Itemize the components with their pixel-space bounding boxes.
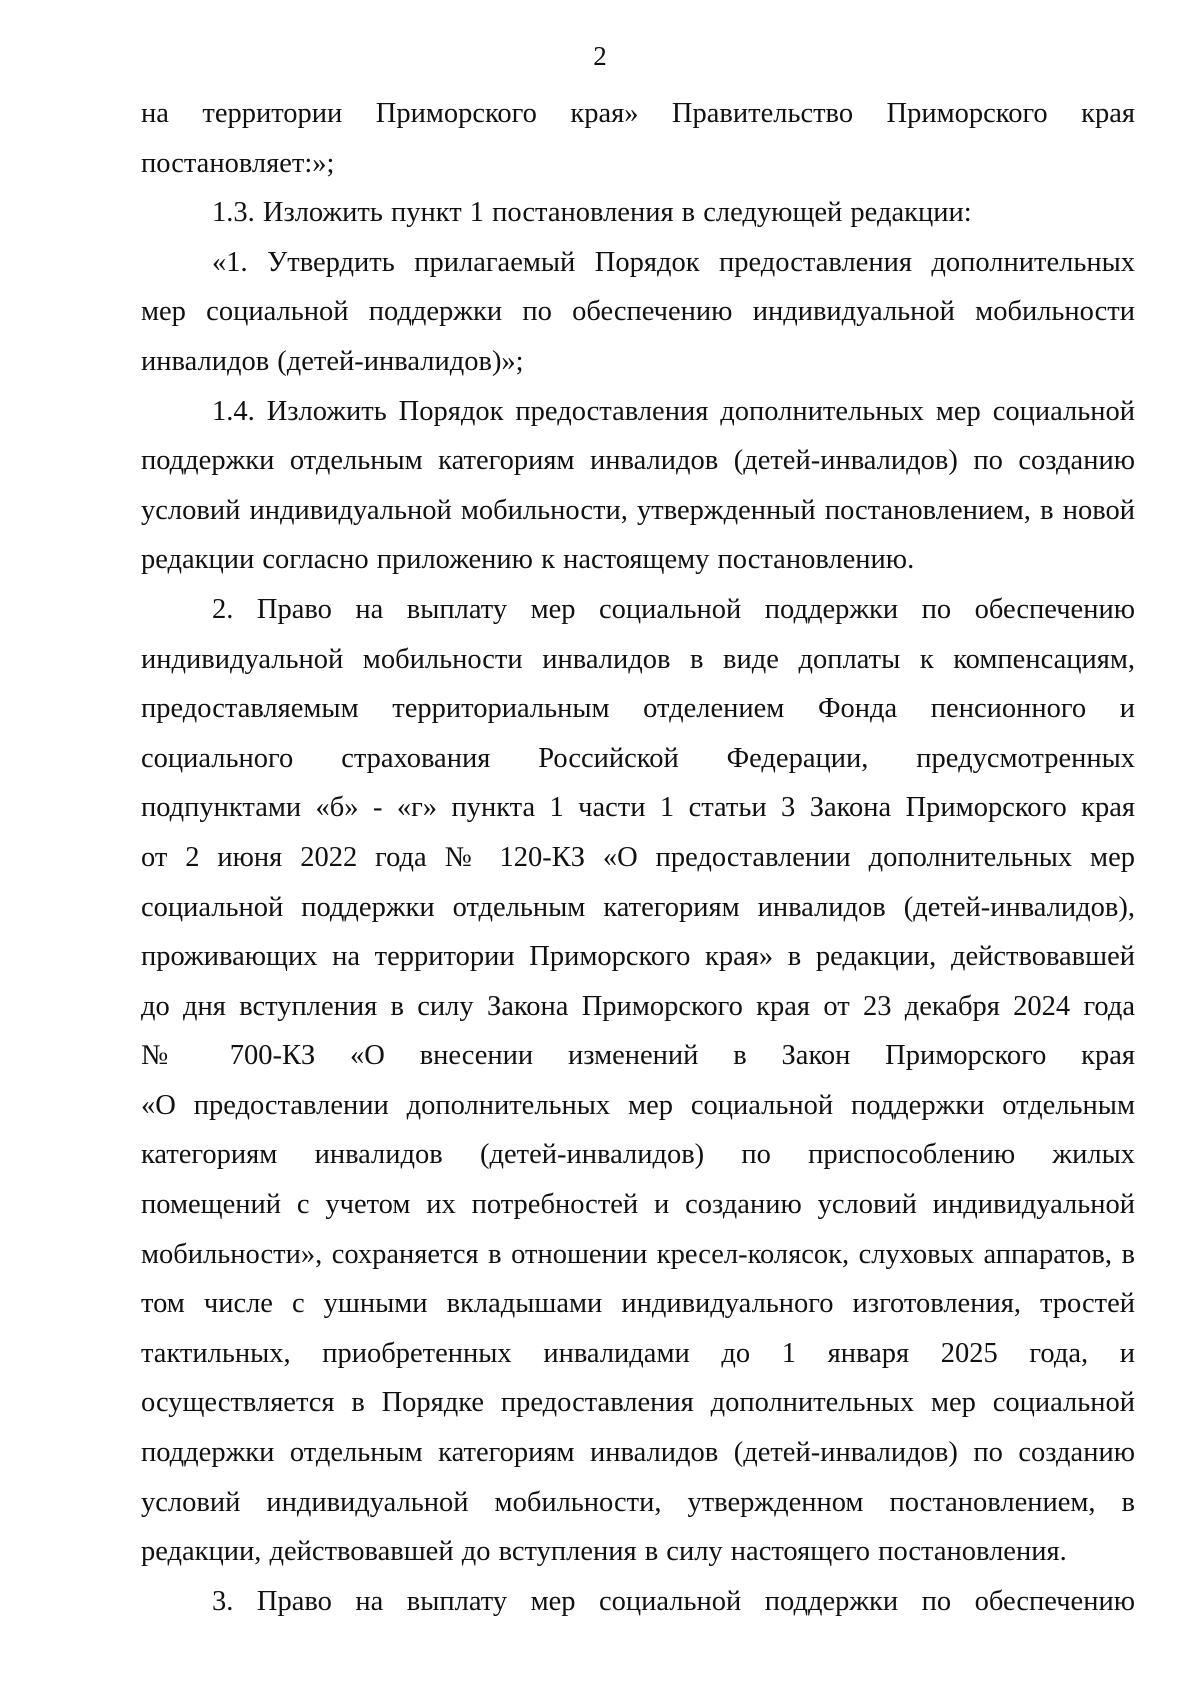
text-line: предоставляемым территориальным отделением Фонда пенсионного и bbox=[141, 693, 1135, 725]
text-line: № 700-КЗ «О внесении изменений в Закон Приморского края bbox=[141, 1040, 1135, 1072]
text-line: до дня вступления в силу Закона Приморского края от 23 декабря 2024 года bbox=[141, 990, 1135, 1022]
text-line: «О предоставлении дополнительных мер социальной поддержки отдельным bbox=[141, 1089, 1135, 1121]
text-line: подпунктами «б» - «г» пункта 1 части 1 статьи 3 Закона Приморского края bbox=[141, 792, 1135, 824]
text-line: проживающих на территории Приморского края» в редакции, действовавшей bbox=[141, 941, 1135, 973]
text-line: индивидуальной мобильности инвалидов в виде доплаты к компенсациям, bbox=[141, 643, 1135, 675]
text-line: поддержки отдельным категориям инвалидов (детей-инвалидов) по созданию bbox=[141, 445, 1135, 477]
text-line: категориям инвалидов (детей-инвалидов) по приспособлению жилых bbox=[141, 1139, 1135, 1171]
document-body bbox=[141, 89, 1135, 1626]
text-line: помещений с учетом их потребностей и созданию условий индивидуальной bbox=[141, 1189, 1135, 1221]
text-line: постановляет:»; bbox=[141, 147, 335, 179]
text-line: социальной поддержки отдельным категориям инвалидов (детей-инвалидов), bbox=[141, 891, 1135, 923]
text-line: на территории Приморского края» Правительство Приморского края bbox=[141, 98, 1135, 129]
paragraph-quoted-item-1 bbox=[141, 238, 1135, 387]
paragraph-2 bbox=[141, 585, 1135, 1577]
paragraph-3 bbox=[141, 1577, 1135, 1627]
text-line: осуществляется в Порядке предоставления дополнительных мер социальной bbox=[141, 1387, 1135, 1419]
text-line: мобильности», сохраняется в отношении кресел-колясок, слуховых аппаратов, в bbox=[141, 1238, 1135, 1270]
paragraph-1-3 bbox=[141, 188, 1135, 238]
paragraph-1-4 bbox=[141, 387, 1135, 585]
text-line: от 2 июня 2022 года № 120-КЗ «О предоставлении дополнительных мер bbox=[141, 841, 1135, 873]
text-line: инвалидов (детей-инвалидов)»; bbox=[141, 345, 524, 377]
text-line: 1.4. Изложить Порядок предоставления дополнительных мер социальной bbox=[212, 395, 1135, 427]
text-line: мер социальной поддержки по обеспечению индивидуальной мобильности bbox=[141, 296, 1135, 328]
text-line: социального страхования Российской Федерации, предусмотренных bbox=[141, 742, 1135, 774]
text-line: поддержки отдельным категориям инвалидов (детей-инвалидов) по созданию bbox=[141, 1437, 1135, 1469]
text-line: 1.3. Изложить пункт 1 постановления в следующей редакции: bbox=[212, 197, 972, 229]
text-line: условий индивидуальной мобильности, утвержденном постановлением, в bbox=[141, 1486, 1135, 1518]
text-line: том числе с ушными вкладышами индивидуального изготовления, тростей bbox=[141, 1288, 1135, 1320]
paragraph-continuation bbox=[141, 89, 1135, 188]
text-line: «1. Утвердить прилагаемый Порядок предоставления дополнительных bbox=[212, 246, 1135, 278]
text-line: редакции, действовавшей до вступления в силу настоящего постановления. bbox=[141, 1536, 1067, 1568]
text-line: 3. Право на выплату мер социальной поддержки по обеспечению bbox=[212, 1585, 1135, 1617]
text-line: условий индивидуальной мобильности, утвержденный постановлением, в новой bbox=[141, 494, 1135, 526]
text-line: редакции согласно приложению к настоящему постановлению. bbox=[141, 544, 915, 576]
text-line: тактильных, приобретенных инвалидами до 1 января 2025 года, и bbox=[141, 1337, 1135, 1369]
text-line: 2. Право на выплату мер социальной поддержки по обеспечению bbox=[212, 593, 1135, 625]
page-number: 2 bbox=[593, 41, 607, 71]
